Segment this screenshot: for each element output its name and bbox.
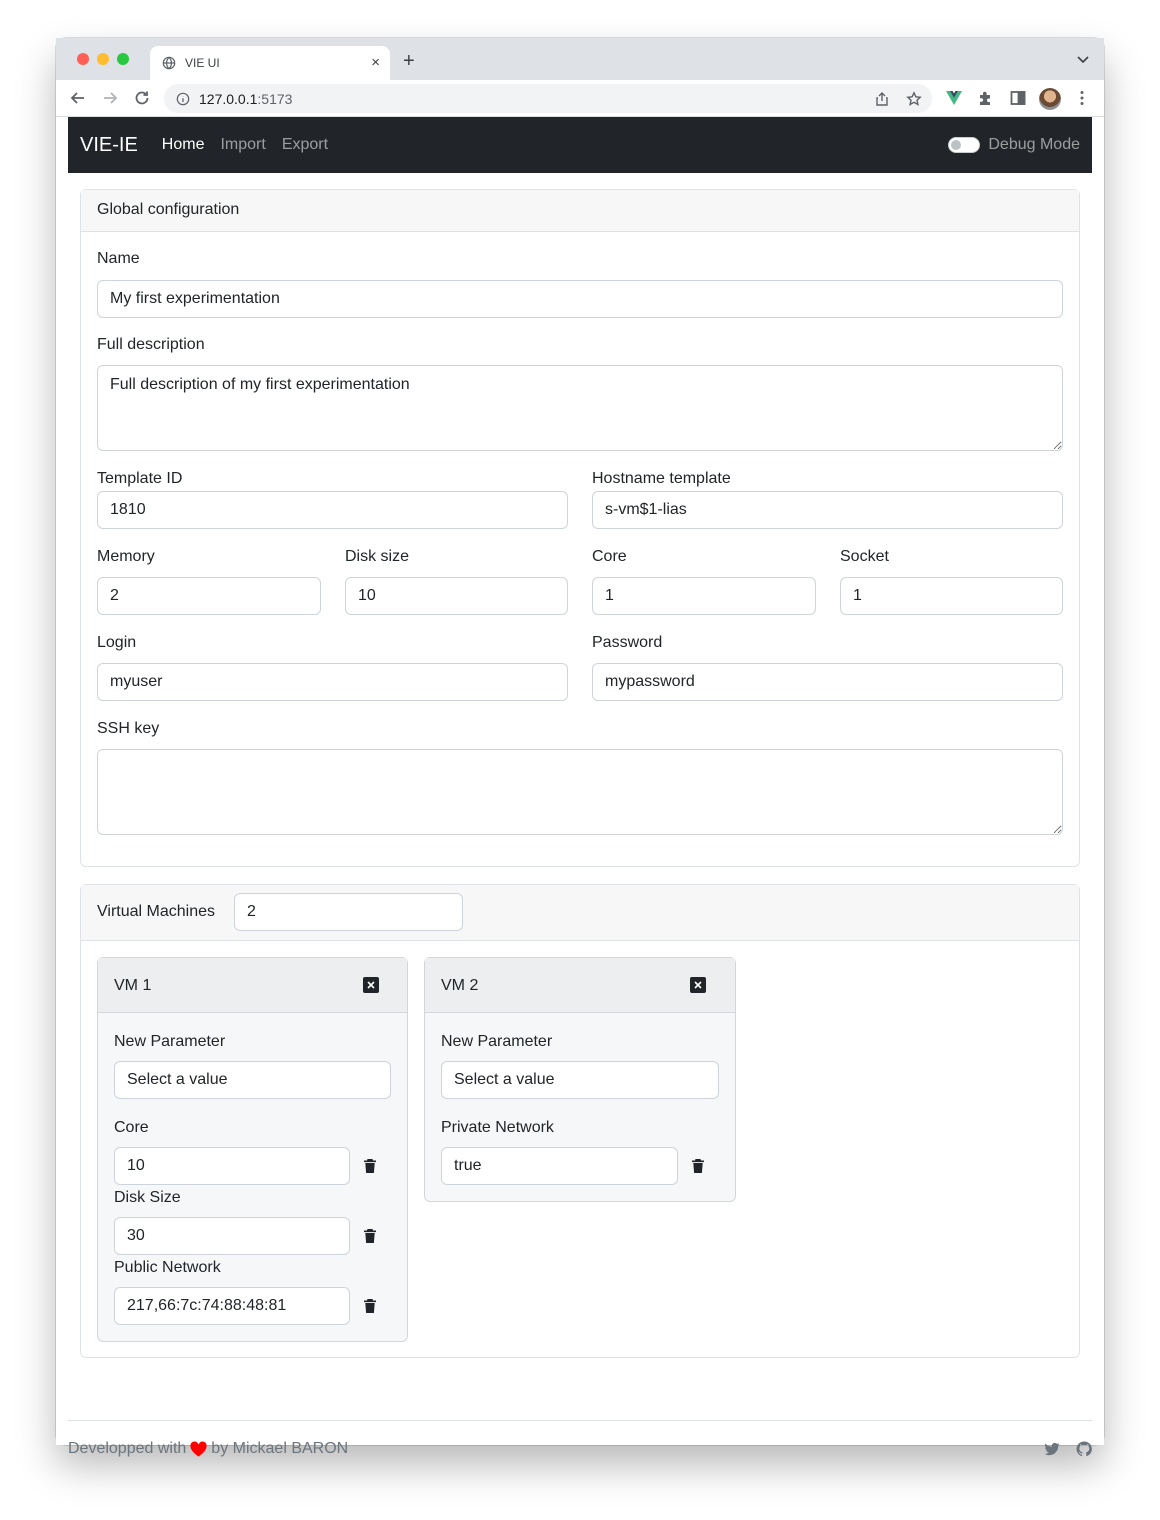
maximize-window-button[interactable] — [117, 53, 129, 65]
new-parameter-label: New Parameter — [441, 1033, 553, 1050]
nav-link-export[interactable]: Export — [281, 136, 329, 153]
share-icon[interactable] — [874, 91, 890, 107]
chevron-down-icon[interactable] — [1076, 54, 1090, 64]
description-label: Full description — [97, 336, 205, 353]
address-bar[interactable] — [164, 84, 932, 113]
browser-toolbar — [56, 80, 1104, 117]
vm-count-input[interactable] — [234, 893, 463, 931]
param-input-core[interactable] — [114, 1147, 350, 1185]
new-tab-button[interactable]: + — [403, 50, 415, 72]
footer-text-before: Developped with — [68, 1440, 187, 1457]
twitter-icon[interactable] — [1044, 1441, 1060, 1457]
param-input-public-network[interactable] — [114, 1287, 350, 1325]
param-label-private-network: Private Network — [441, 1119, 554, 1136]
minimize-window-button[interactable] — [97, 53, 109, 65]
heart-icon — [190, 1442, 207, 1457]
trash-icon[interactable] — [363, 1228, 377, 1244]
virtual-machines-header — [81, 885, 1079, 941]
info-icon[interactable] — [176, 92, 190, 106]
template-id-label: Template ID — [97, 470, 183, 487]
vue-icon[interactable] — [945, 89, 963, 107]
debug-switch[interactable] — [948, 137, 980, 153]
url-host: 127.0.0.1 — [199, 90, 258, 107]
vm-title: VM 2 — [441, 977, 479, 994]
debug-mode-label: Debug Mode — [988, 136, 1080, 153]
virtual-machines-card — [80, 884, 1080, 1358]
global-config-header: Global configuration — [81, 190, 1079, 232]
close-icon[interactable] — [363, 977, 379, 993]
param-input-disk-size[interactable] — [114, 1217, 350, 1255]
footer-divider — [68, 1420, 1092, 1421]
description-textarea[interactable] — [97, 365, 1063, 451]
login-label: Login — [97, 634, 137, 651]
hostname-label: Hostname template — [592, 470, 731, 487]
vm-card-header — [98, 958, 407, 1013]
top-navbar — [68, 117, 1092, 173]
star-icon[interactable] — [906, 91, 922, 107]
param-label-disk-size: Disk Size — [114, 1189, 181, 1206]
ssh-key-label: SSH key — [97, 720, 160, 737]
close-window-button[interactable] — [77, 53, 89, 65]
trash-icon[interactable] — [363, 1298, 377, 1314]
password-label: Password — [592, 634, 663, 651]
param-label-public-network: Public Network — [114, 1259, 221, 1276]
forward-icon[interactable] — [101, 89, 119, 107]
name-input[interactable] — [97, 280, 1063, 318]
nav-link-home[interactable]: Home — [161, 136, 205, 153]
debug-mode-toggle[interactable] — [948, 136, 1080, 154]
back-icon[interactable] — [69, 89, 87, 107]
socket-input[interactable] — [840, 577, 1063, 615]
name-label: Name — [97, 250, 140, 267]
vm-card-header — [425, 958, 735, 1013]
disk-size-input[interactable] — [345, 577, 568, 615]
close-icon[interactable] — [690, 977, 706, 993]
menu-icon[interactable] — [1073, 89, 1091, 107]
tab-title: VIE UI — [185, 56, 220, 70]
url-port: :5173 — [257, 90, 293, 107]
brand-logo[interactable]: VIE-IE — [80, 133, 138, 156]
sidepanel-icon[interactable] — [1009, 89, 1027, 107]
tab-close-icon[interactable]: × — [371, 54, 380, 71]
ssh-key-textarea[interactable] — [97, 749, 1063, 835]
login-input[interactable] — [97, 663, 568, 701]
virtual-machines-label: Virtual Machines — [97, 903, 215, 920]
memory-label: Memory — [97, 548, 155, 565]
trash-icon[interactable] — [363, 1158, 377, 1174]
reload-icon[interactable] — [133, 89, 151, 107]
footer-credit — [68, 1440, 348, 1458]
vm-card-2 — [424, 957, 736, 1202]
core-label: Core — [592, 548, 627, 565]
trash-icon[interactable] — [691, 1158, 705, 1174]
core-input[interactable] — [592, 577, 816, 615]
puzzle-icon[interactable] — [977, 89, 995, 107]
globe-icon — [162, 56, 176, 70]
profile-avatar[interactable] — [1039, 88, 1061, 110]
param-input-private-network[interactable] — [441, 1147, 678, 1185]
new-parameter-label: New Parameter — [114, 1033, 226, 1050]
vm-card-1 — [97, 957, 408, 1342]
hostname-input[interactable] — [592, 491, 1063, 529]
new-parameter-select[interactable]: Select a value — [114, 1061, 391, 1099]
browser-window — [56, 38, 1104, 1457]
nav-link-import[interactable]: Import — [220, 136, 266, 153]
new-parameter-select[interactable]: Select a value — [441, 1061, 719, 1099]
socket-label: Socket — [840, 548, 889, 565]
disk-size-label: Disk size — [345, 548, 410, 565]
template-id-input[interactable] — [97, 491, 568, 529]
url-text[interactable] — [199, 91, 292, 107]
tab-strip — [56, 38, 1104, 80]
github-icon[interactable] — [1076, 1441, 1092, 1457]
memory-input[interactable] — [97, 577, 321, 615]
footer-text-after: by Mickael BARON — [211, 1440, 349, 1457]
password-input[interactable] — [592, 663, 1063, 701]
browser-tab[interactable] — [150, 46, 390, 80]
global-config-card — [80, 189, 1080, 867]
vm-title: VM 1 — [114, 977, 152, 994]
param-label-core: Core — [114, 1119, 149, 1136]
page-viewport — [56, 117, 1104, 1457]
switch-knob — [951, 140, 961, 150]
